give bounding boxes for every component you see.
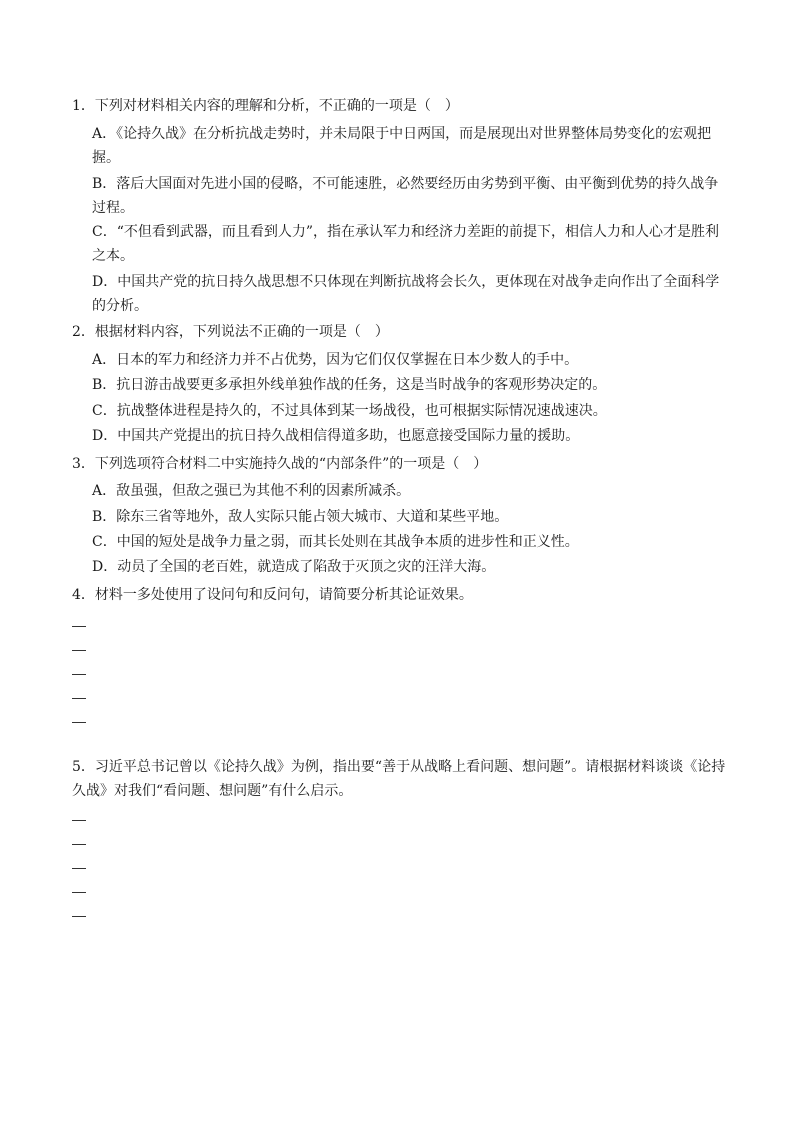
question-3-option-c: C．中国的短处是战争力量之弱，而其长处则在其战争本质的进步性和正义性。 [92, 534, 579, 550]
question-2-option-d: D．中国共产党提出的抗日持久战相信得道多助，也愿意接受国际力量的援助。 [92, 428, 580, 444]
question-3-option-b: B．除东三省等地外，敌人实际只能占领大城市、大道和某些平地。 [92, 509, 509, 525]
answer-line[interactable] [72, 698, 86, 699]
answer-line[interactable] [72, 626, 86, 627]
answer-line[interactable] [72, 722, 86, 723]
answer-line[interactable] [72, 892, 86, 893]
question-1-option-a: A．《论持久战》在分析抗战走势时，并未局限于中日两国，而是展现出对世界整体局势变化的宏观把握。 [92, 126, 712, 166]
question-2-stem: 2．根据材料内容，下列说法不正确的一项是（ ） [72, 324, 389, 340]
answer-line[interactable] [72, 650, 86, 651]
question-3-stem: 3．下列选项符合材料二中实施持久战的“内部条件”的一项是（ ） [72, 456, 488, 472]
question-2-option-b: B．抗日游击战要更多承担外线单独作战的任务，这是当时战争的客观形势决定的。 [92, 377, 607, 393]
answer-line[interactable] [72, 674, 86, 675]
question-2-option-c: C．抗战整体进程是持久的，不过具体到某一场战役，也可根据实际情况速战速决。 [92, 403, 607, 419]
answer-line[interactable] [72, 868, 86, 869]
answer-line[interactable] [72, 844, 86, 845]
question-4-stem: 4．材料一多处使用了设问句和反问句，请简要分析其论证效果。 [72, 587, 473, 603]
question-1-option-b: B．落后大国面对先进小国的侵略，不可能速胜，必然要经历由劣势到平衡、由平衡到优势的持久战争过程。 [92, 176, 719, 216]
question-1-option-c: C．“不但看到武器，而且看到人力”，指在承认军力和经济力差距的前提下，相信人力和人心才是胜利之本。 [92, 224, 720, 264]
answer-line[interactable] [72, 916, 86, 917]
question-2-option-a: A．日本的军力和经济力并不占优势，因为它们仅仅掌握在日本少数人的手中。 [92, 352, 579, 368]
question-1-option-d: D．中国共产党的抗日持久战思想不只体现在判断抗战将会长久，更体现在对战争走向作出了全面科学的分析。 [92, 274, 720, 314]
question-5-stem: 5．习近平总书记曾以《论持久战》为例，指出要“善于从战略上看问题、想问题”。请根据材料谈谈《论持久战》对我们“看问题、想问题”有什么启示。 [72, 759, 726, 799]
answer-line[interactable] [72, 820, 86, 821]
question-3-option-d: D．动员了全国的老百姓，就造成了陷敌于灭顶之灾的汪洋大海。 [92, 559, 496, 575]
question-1-stem: 1．下列对材料相关内容的理解和分析，不正确的一项是（ ） [72, 98, 459, 114]
question-3-option-a: A．敌虽强，但敌之强已为其他不利的因素所减杀。 [92, 483, 411, 499]
